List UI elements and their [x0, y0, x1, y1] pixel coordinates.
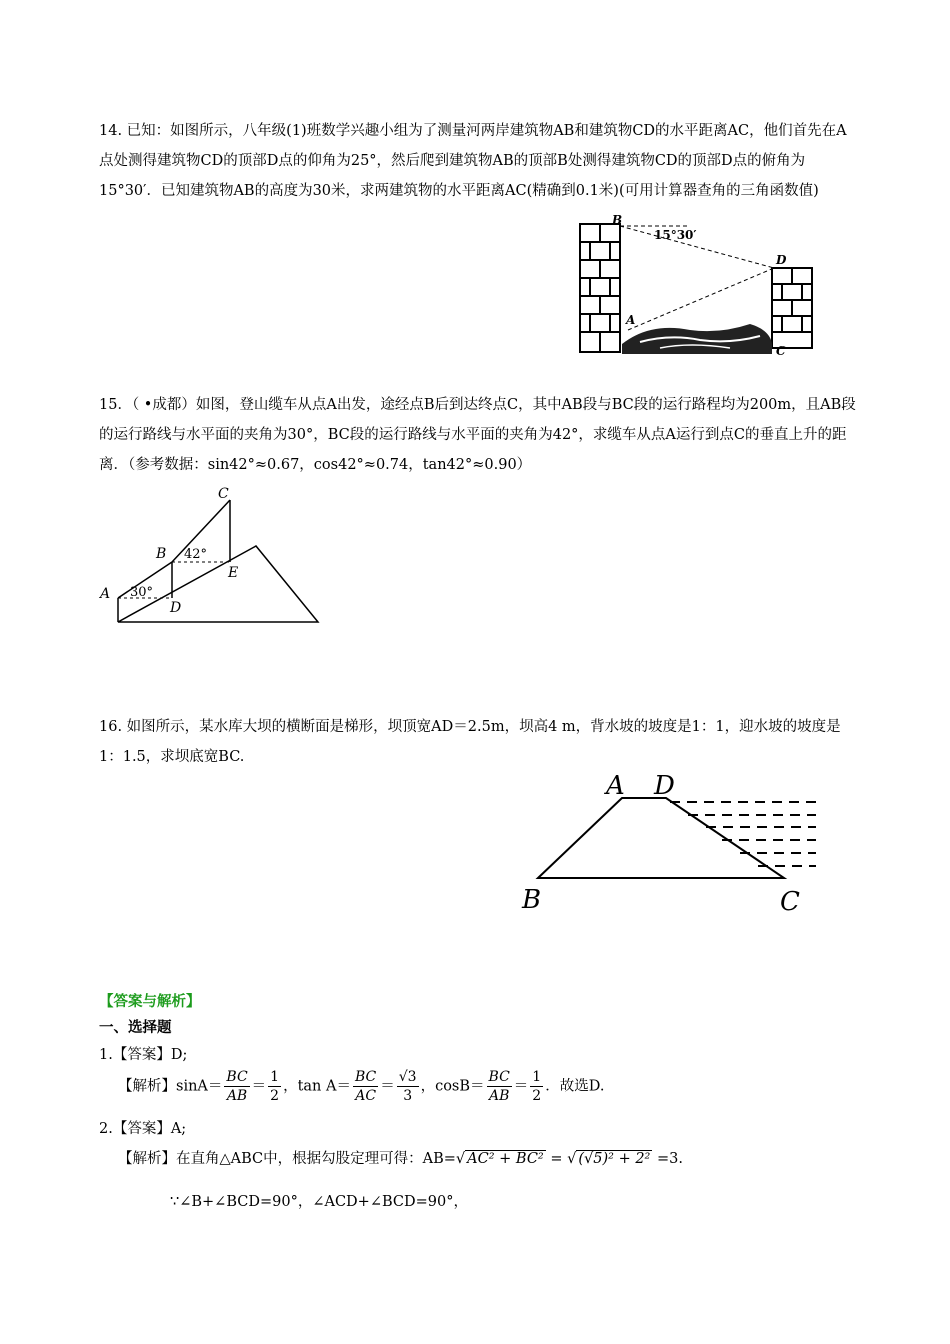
fraction: $\frac{√3}{3}$ — [398, 1069, 417, 1104]
cable-car-figure — [94, 484, 330, 634]
dam-figure — [518, 764, 820, 914]
label-b: B — [156, 546, 167, 562]
section-heading: 一、选择题 — [99, 1020, 172, 1036]
label-d: D — [170, 600, 182, 616]
angle-label: 15°30′ — [654, 228, 697, 242]
label-b: B — [612, 213, 623, 227]
label-c: C — [218, 486, 229, 502]
sqrt-expression: (√5)² + 2² — [578, 1151, 651, 1167]
label-e: E — [228, 565, 239, 581]
fraction: $\frac{BC}{AB}$ — [488, 1069, 510, 1104]
solution-2-line-2: ∵∠B+∠BCD=90°，∠ACD+∠BCD=90°， — [170, 1194, 468, 1210]
label-a: A — [626, 313, 636, 327]
river — [622, 324, 772, 354]
answer-2: 2.【答案】A; — [99, 1121, 187, 1137]
building-figure — [570, 212, 830, 360]
question-15-text: 15．（ •成都）如图，登山缆车从点A出发，途经点B后到达终点C，其中AB段与BC段的运行路程均为200m，且AB段的运行路线与水平面的夹角为30°，BC段的运行路线与水平面的夹角为42°，求缆车从点A运行到点C的垂直上升的距离．（参考数据：sin42°≈0.67，cos42°≈0.74，tan42°≈0.90） — [99, 397, 856, 473]
building-cd — [772, 268, 812, 348]
dam-trapezoid — [538, 798, 784, 878]
line-bd — [620, 226, 774, 268]
angle-42-label: 42° — [184, 547, 208, 562]
label-d: D — [776, 253, 787, 267]
fraction: $\frac{BC}{AB}$ — [226, 1069, 248, 1104]
question-16-text: 16. 如图所示，某水库大坝的横断面是梯形，坝顶宽AD＝2.5m，坝高4 m，背水坡的坡度是1：1，迎水坡的坡度是1：1.5，求坝底宽BC. — [99, 719, 841, 765]
water-lines — [670, 802, 816, 866]
sqrt-expression: AC² + BC² — [467, 1151, 544, 1167]
mountain-triangle — [118, 546, 318, 622]
fraction: $\frac{1}{2}$ — [532, 1069, 542, 1104]
label-c: C — [776, 344, 786, 358]
jiexi-label: 【解析】 — [118, 1151, 176, 1167]
answers-heading: 【答案与解析】 — [99, 994, 201, 1010]
building-ab — [580, 224, 620, 352]
fraction: $\frac{1}{2}$ — [270, 1069, 280, 1104]
angle-30-label: 30° — [130, 585, 154, 600]
tan-label: ，tan A＝ — [283, 1078, 351, 1095]
solution-2: 【解析】在直角△ABC中，根据勾股定理可得：AB=√ AC² + BC² = √ (√5)² + 2² =3. — [118, 1151, 683, 1167]
label-c: C — [780, 887, 800, 914]
jiexi-label: 【解析】 — [118, 1078, 176, 1095]
label-b: B — [522, 885, 542, 914]
label-a: A — [100, 586, 111, 602]
line-ad — [628, 268, 774, 330]
label-a: A — [606, 771, 625, 801]
fraction: $\frac{BC}{AC}$ — [354, 1069, 377, 1104]
sin-label: sinA＝ — [176, 1078, 223, 1095]
answer-1: 1.【答案】D; — [99, 1047, 188, 1063]
conclusion: ．故选D. — [545, 1078, 605, 1095]
label-d: D — [654, 771, 675, 801]
cos-label: ，cosB＝ — [420, 1078, 485, 1095]
solution-1: 【解析】sinA＝ $\frac{BC}{AB}$ ＝ $\frac{1}{2}$ ，tan A＝ $\frac{BC}{AC}$ ＝ $\frac{√3}{3}$ ，cosB＝ $\frac{BC}{AB}$ ＝ $\frac{1}{2}$ ．故选D. — [118, 1069, 605, 1104]
question-14-text: 14. 已知：如图所示，八年级(1)班数学兴趣小组为了测量河两岸建筑物AB和建筑物CD的水平距离AC，他们首先在A点处测得建筑物CD的顶部D点的仰角为25°，然后爬到建筑物AB的顶部B处测得建筑物CD的顶部D点的俯角为15°30′．已知建筑物AB的高度为30米，求两建筑物的水平距离AC(精确到0.1米)(可用计算器查角的三角函数值) — [99, 123, 847, 199]
